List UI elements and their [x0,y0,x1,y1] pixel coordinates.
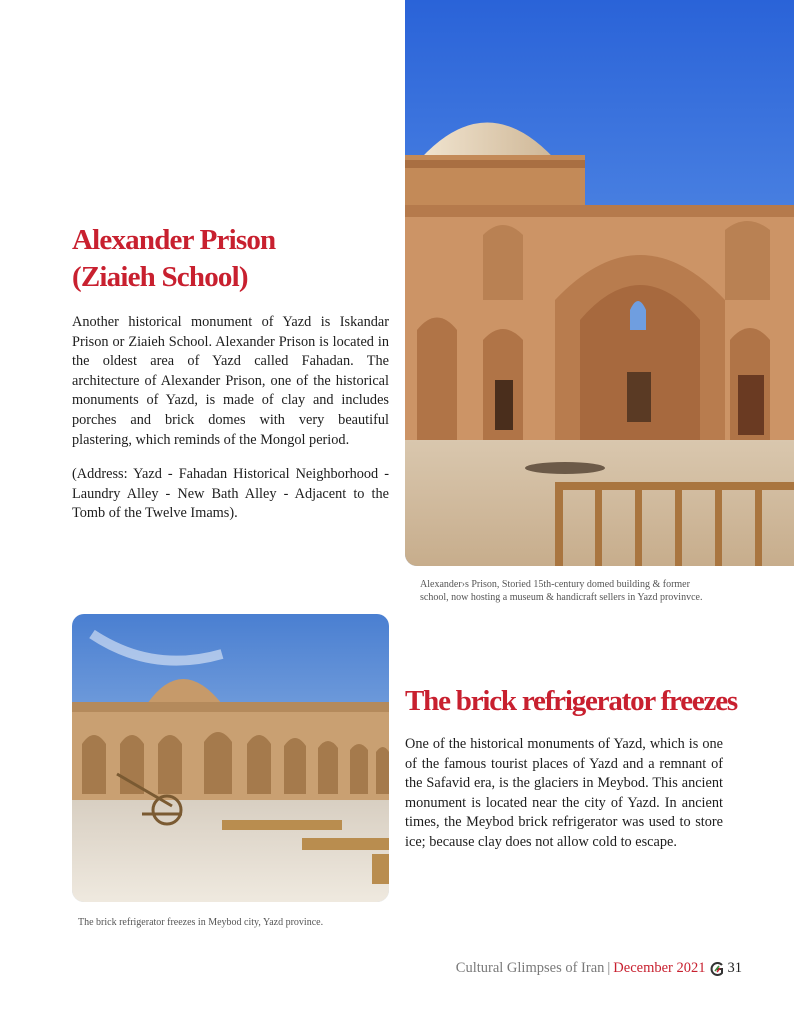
title-line-2: (Ziaieh School) [72,261,248,293]
footer-date: December 2021 [613,960,706,976]
page-footer [456,960,742,977]
brick-refrigerator-caption: The brick refrigerator freezes in Meybod city, Yazd province. [78,917,324,928]
article-title-alexander-prison [72,222,392,296]
brick-refrigerator-photo [72,614,389,902]
alexander-prison-address: (Address: Yazd - Fahadan Historical Neighborhood - Laundry Alley - New Bath Alley - Adjacent to the Tomb of the Twelve Imams). [72,466,389,522]
caption-line-1: Alexander›s Prison, Storied 15th-century domed building & former [420,579,690,590]
alexander-prison-caption [420,578,780,604]
caption-line-2: school, now hosting a museum & handicraft sellers in Yazd provinvce. [420,592,703,603]
alexander-prison-paragraph: Another historical monument of Yazd is Iskandar Prison or Ziaieh School. Alexander Prison is located in the oldest area of Yazd called Fahadan. The architecture of Alexander Prison, one of the historical monuments of Yazd, is made of clay and includes porches and brick domes with very beautiful plastering, which reminds of the Mongol period. [72,314,389,448]
footer-separator: | [607,960,611,976]
magazine-logo-icon [709,961,725,977]
page-number: 31 [727,960,742,976]
footer-magazine-name: Cultural Glimpses of Iran [455,960,605,976]
article-title-brick-refrigerator: The brick refrigerator freezes [405,685,737,717]
alexander-prison-photo [405,0,794,566]
title-line-1: Alexander Prison [72,224,276,256]
brick-refrigerator-paragraph: One of the historical monuments of Yazd, which is one of the famous tourist places of Yazd and a remnant of the Safavid era, is the glaciers in Meybod. This ancient monument is located near the city of Yazd. In ancient times, the Meybod brick refrigerator was used to store ice; because clay does not allow cold to escape. [405,736,723,850]
